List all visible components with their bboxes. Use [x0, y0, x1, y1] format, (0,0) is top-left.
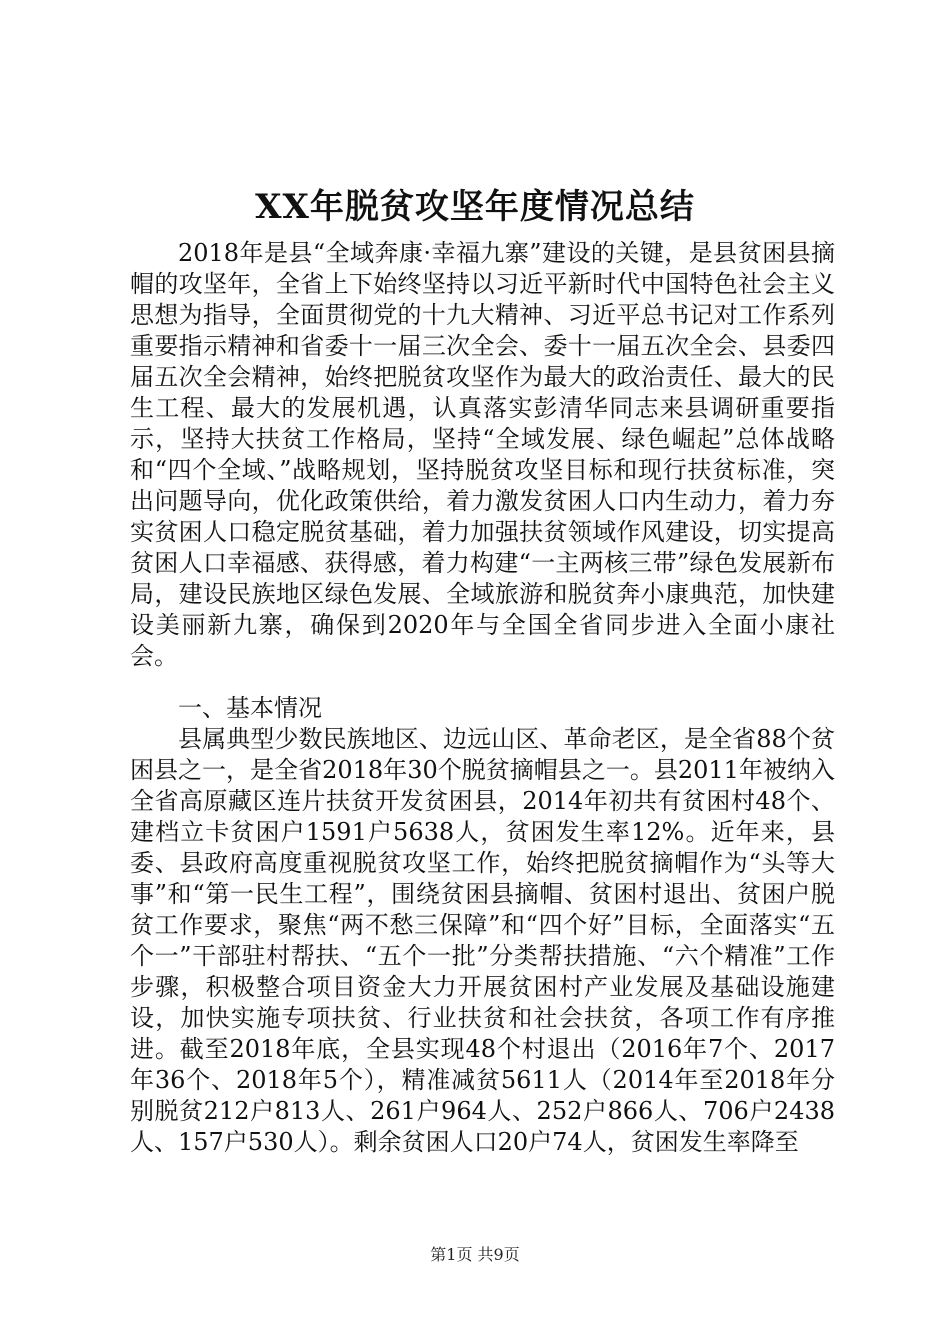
document-title: XX年脱贫攻坚年度情况总结	[255, 187, 695, 227]
page-indicator: 第1页 共9页	[430, 1245, 520, 1264]
section-heading: 一、基本情况	[178, 694, 322, 722]
intro-paragraph: 2018年是县“全域奔康·幸福九寨”建设的关键，是县贫困县摘帽的攻坚年，全省上下始终坚持以习近平新时代中国特色社会主义思想为指导，全面贯彻党的十九大精神、习近平总书记对工作系列重要指示精神和省委十一届三次全会、委十一届五次全会、县委四届五次全会精神，始终把脱贫攻坚作为最大的政治责任、最大的民生工程、最大的发展机遇，认真落实彭清华同志来县调研重要指示，坚持大扶贫工作格局，坚持“全域发展、绿色崛起”总体战略和“四个全域、”战略规划，坚持脱贫攻坚目标和现行扶贫标准，突出问题导向，优化政策供给，着力激发贫困人口内生动力，着力夯实贫困人口稳定脱贫基础，着力加强扶贫领域作风建设，切实提高贫困人口幸福感、获得感，着力构建“一主两核三带”绿色发展新布局，建设民族地区绿色发展、全域旅游和脱贫奔小康典范，加快建设美丽新九寨，确保到2020年与全国全省同步进入全面小康社会。	[130, 239, 835, 670]
situation-paragraph: 县属典型少数民族地区、边远山区、革命老区，是全省88个贫困县之一，是全省2018年30个脱贫摘帽县之一。县2011年被纳入全省高原藏区连片扶贫开发贫困县，2014年初共有贫困村48个、建档立卡贫困户1591户5638人，贫困发生率12%。近年来，县委、县政府高度重视脱贫攻坚工作，始终把脱贫摘帽作为“头等大事”和“第一民生工程”，围绕贫困县摘帽、贫困村退出、贫困户脱贫工作要求，聚焦“两不愁三保障”和“四个好”目标，全面落实“五个一”干部驻村帮扶、“五个一批”分类帮扶措施、“六个精准”工作步骤，积极整合项目资金大力开展贫困村产业发展及基础设施建设，加快实施专项扶贫、行业扶贫和社会扶贫，各项工作有序推进。截至2018年底，全县实现48个村退出（2016年7个、2017年36个、2018年5个），精准减贫5611人（2014年至2018年分别脱贫212户813人、261户964人、252户866人、706户2438人、157户530人）。剩余贫困人口20户74人，贫困发生率降至	[130, 725, 835, 1156]
